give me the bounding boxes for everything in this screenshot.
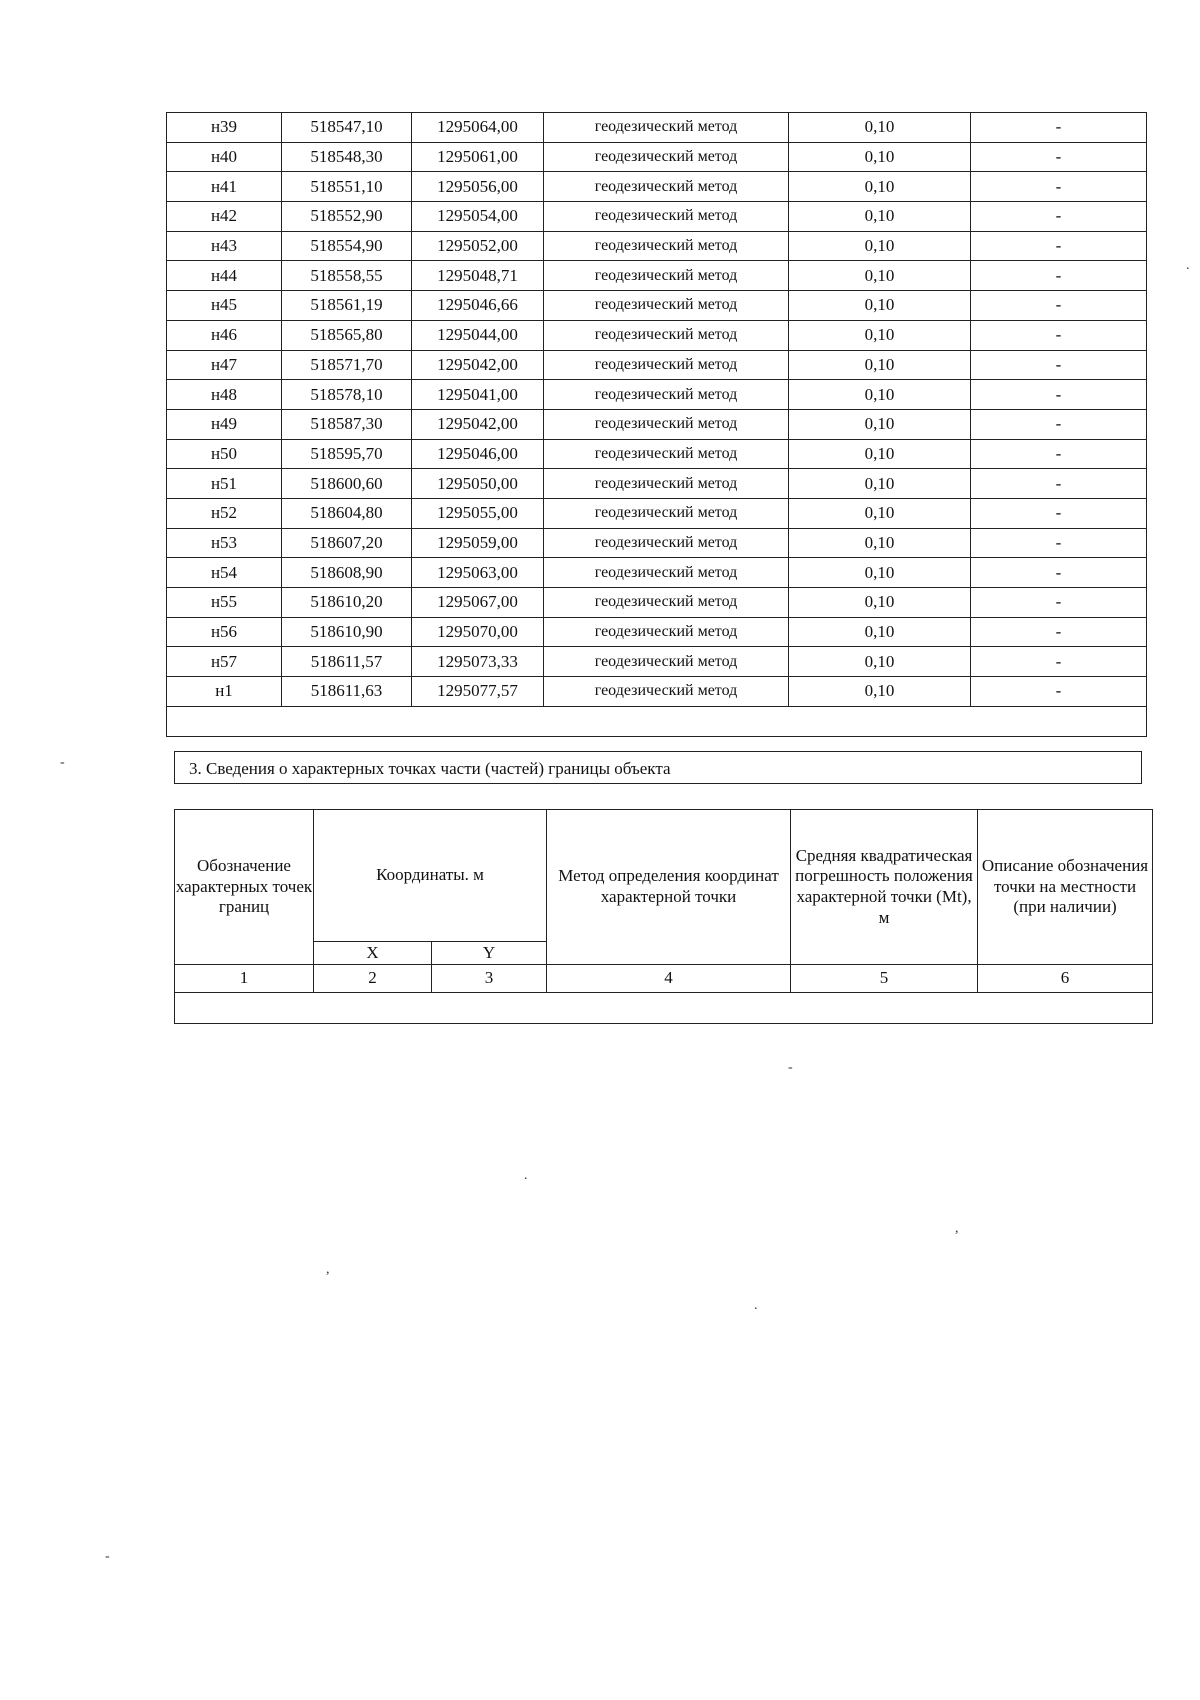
y-coordinate-cell: 1295054,00 [412,202,544,232]
error-cell: 0,10 [789,409,971,439]
scan-speck: , [326,1262,330,1277]
table-row [167,142,1147,172]
point-id-cell: н52 [167,498,282,528]
y-coordinate-cell: 1295059,00 [412,528,544,558]
header-designation: Обозначение характерных точек границ [175,810,314,965]
table-row [167,558,1147,588]
header-description: Описание обозначения точки на местности (при наличии) [978,810,1153,965]
y-coordinate-cell: 1295044,00 [412,320,544,350]
error-cell: 0,10 [789,617,971,647]
scan-speck: - [788,1060,793,1075]
x-coordinate-cell: 518565,80 [282,320,412,350]
point-id-cell: н45 [167,291,282,321]
method-cell: геодезический метод [544,617,789,647]
method-cell: геодезический метод [544,231,789,261]
error-cell: 0,10 [789,469,971,499]
y-coordinate-cell: 1295042,00 [412,409,544,439]
empty-row [175,993,1153,1024]
method-cell: геодезический метод [544,261,789,291]
part-boundary-points-table [174,809,1153,1024]
column-number: 5 [791,965,978,993]
x-coordinate-cell: 518608,90 [282,558,412,588]
error-cell: 0,10 [789,647,971,677]
error-cell: 0,10 [789,291,971,321]
table-row [167,469,1147,499]
column-number: 6 [978,965,1153,993]
x-coordinate-cell: 518552,90 [282,202,412,232]
error-cell: 0,10 [789,498,971,528]
method-cell: геодезический метод [544,113,789,143]
point-id-cell: н46 [167,320,282,350]
error-cell: 0,10 [789,380,971,410]
header-coordinates: Координаты. м [314,810,547,942]
method-cell: геодезический метод [544,528,789,558]
header-y: Y [432,942,547,965]
description-cell: - [971,172,1147,202]
x-coordinate-cell: 518610,20 [282,588,412,618]
y-coordinate-cell: 1295041,00 [412,380,544,410]
error-cell: 0,10 [789,202,971,232]
y-coordinate-cell: 1295046,66 [412,291,544,321]
y-coordinate-cell: 1295056,00 [412,172,544,202]
table-row [167,528,1147,558]
y-coordinate-cell: 1295061,00 [412,142,544,172]
method-cell: геодезический метод [544,469,789,499]
description-cell: - [971,677,1147,707]
method-cell: геодезический метод [544,409,789,439]
error-cell: 0,10 [789,558,971,588]
table-row [167,617,1147,647]
y-coordinate-cell: 1295055,00 [412,498,544,528]
table-row [167,231,1147,261]
x-coordinate-cell: 518611,57 [282,647,412,677]
y-coordinate-cell: 1295077,57 [412,677,544,707]
description-cell: - [971,439,1147,469]
description-cell: - [971,142,1147,172]
x-coordinate-cell: 518595,70 [282,439,412,469]
column-number: 4 [547,965,791,993]
description-cell: - [971,409,1147,439]
x-coordinate-cell: 518607,20 [282,528,412,558]
table-row [167,350,1147,380]
table-row [167,677,1147,707]
point-id-cell: н40 [167,142,282,172]
error-cell: 0,10 [789,677,971,707]
error-cell: 0,10 [789,113,971,143]
y-coordinate-cell: 1295070,00 [412,617,544,647]
point-id-cell: н55 [167,588,282,618]
point-id-cell: н56 [167,617,282,647]
table-row [167,113,1147,143]
y-coordinate-cell: 1295064,00 [412,113,544,143]
description-cell: - [971,469,1147,499]
point-id-cell: н43 [167,231,282,261]
table-row [167,380,1147,410]
description-cell: - [971,350,1147,380]
point-id-cell: н42 [167,202,282,232]
boundary-points-table [166,112,1147,737]
y-coordinate-cell: 1295067,00 [412,588,544,618]
table-row [167,261,1147,291]
table-row [167,647,1147,677]
points-table-body [167,113,1147,737]
error-cell: 0,10 [789,142,971,172]
table-row [167,409,1147,439]
empty-cell [167,706,1147,736]
method-cell: геодезический метод [544,291,789,321]
method-cell: геодезический метод [544,498,789,528]
scan-speck: , [955,1221,959,1236]
point-id-cell: н50 [167,439,282,469]
point-id-cell: н44 [167,261,282,291]
method-cell: геодезический метод [544,320,789,350]
y-coordinate-cell: 1295046,00 [412,439,544,469]
scan-speck: . [524,1168,528,1183]
error-cell: 0,10 [789,528,971,558]
column-number: 1 [175,965,314,993]
method-cell: геодезический метод [544,350,789,380]
column-number: 2 [314,965,432,993]
x-coordinate-cell: 518551,10 [282,172,412,202]
method-cell: геодезический метод [544,172,789,202]
table-row [167,588,1147,618]
description-cell: - [971,588,1147,618]
x-coordinate-cell: 518611,63 [282,677,412,707]
x-coordinate-cell: 518610,90 [282,617,412,647]
table-row [167,291,1147,321]
error-cell: 0,10 [789,320,971,350]
point-id-cell: н54 [167,558,282,588]
method-cell: геодезический метод [544,202,789,232]
scan-speck: . [754,1298,758,1313]
empty-cell [175,993,1153,1024]
table-row [167,202,1147,232]
description-cell: - [971,291,1147,321]
point-id-cell: н41 [167,172,282,202]
point-id-cell: н1 [167,677,282,707]
y-coordinate-cell: 1295050,00 [412,469,544,499]
x-coordinate-cell: 518561,19 [282,291,412,321]
method-cell: геодезический метод [544,647,789,677]
y-coordinate-cell: 1295042,00 [412,350,544,380]
scan-speck: - [105,1549,110,1564]
x-coordinate-cell: 518571,70 [282,350,412,380]
point-id-cell: н49 [167,409,282,439]
header-row [175,810,1153,942]
section-3-heading: 3. Сведения о характерных точках части (частей) границы объекта [174,751,1142,784]
column-number: 3 [432,965,547,993]
method-cell: геодезический метод [544,439,789,469]
scan-speck: . [1186,258,1190,273]
x-coordinate-cell: 518587,30 [282,409,412,439]
description-cell: - [971,617,1147,647]
description-cell: - [971,558,1147,588]
header-x: X [314,942,432,965]
method-cell: геодезический метод [544,677,789,707]
point-id-cell: н51 [167,469,282,499]
point-id-cell: н53 [167,528,282,558]
description-cell: - [971,231,1147,261]
description-cell: - [971,380,1147,410]
y-coordinate-cell: 1295048,71 [412,261,544,291]
error-cell: 0,10 [789,231,971,261]
y-coordinate-cell: 1295063,00 [412,558,544,588]
x-coordinate-cell: 518547,10 [282,113,412,143]
method-cell: геодезический метод [544,558,789,588]
method-cell: геодезический метод [544,588,789,618]
x-coordinate-cell: 518554,90 [282,231,412,261]
error-cell: 0,10 [789,439,971,469]
point-id-cell: н48 [167,380,282,410]
table-row [167,498,1147,528]
description-cell: - [971,113,1147,143]
error-cell: 0,10 [789,261,971,291]
empty-row [167,706,1147,736]
error-cell: 0,10 [789,350,971,380]
x-coordinate-cell: 518604,80 [282,498,412,528]
error-cell: 0,10 [789,588,971,618]
method-cell: геодезический метод [544,142,789,172]
point-id-cell: н39 [167,113,282,143]
point-id-cell: н47 [167,350,282,380]
description-cell: - [971,647,1147,677]
description-cell: - [971,261,1147,291]
table-row [167,439,1147,469]
header-method: Метод определения координат характерной точки [547,810,791,965]
description-cell: - [971,498,1147,528]
x-coordinate-cell: 518558,55 [282,261,412,291]
method-cell: геодезический метод [544,380,789,410]
y-coordinate-cell: 1295052,00 [412,231,544,261]
x-coordinate-cell: 518600,60 [282,469,412,499]
table-row [167,172,1147,202]
header-error: Средняя квадратическая погрешность положения характерной точки (Mt), м [791,810,978,965]
description-cell: - [971,202,1147,232]
point-id-cell: н57 [167,647,282,677]
error-cell: 0,10 [789,172,971,202]
description-cell: - [971,320,1147,350]
description-cell: - [971,528,1147,558]
scan-speck: - [60,755,65,770]
x-coordinate-cell: 518548,30 [282,142,412,172]
x-coordinate-cell: 518578,10 [282,380,412,410]
table-row [167,320,1147,350]
column-number-row [175,965,1153,993]
y-coordinate-cell: 1295073,33 [412,647,544,677]
